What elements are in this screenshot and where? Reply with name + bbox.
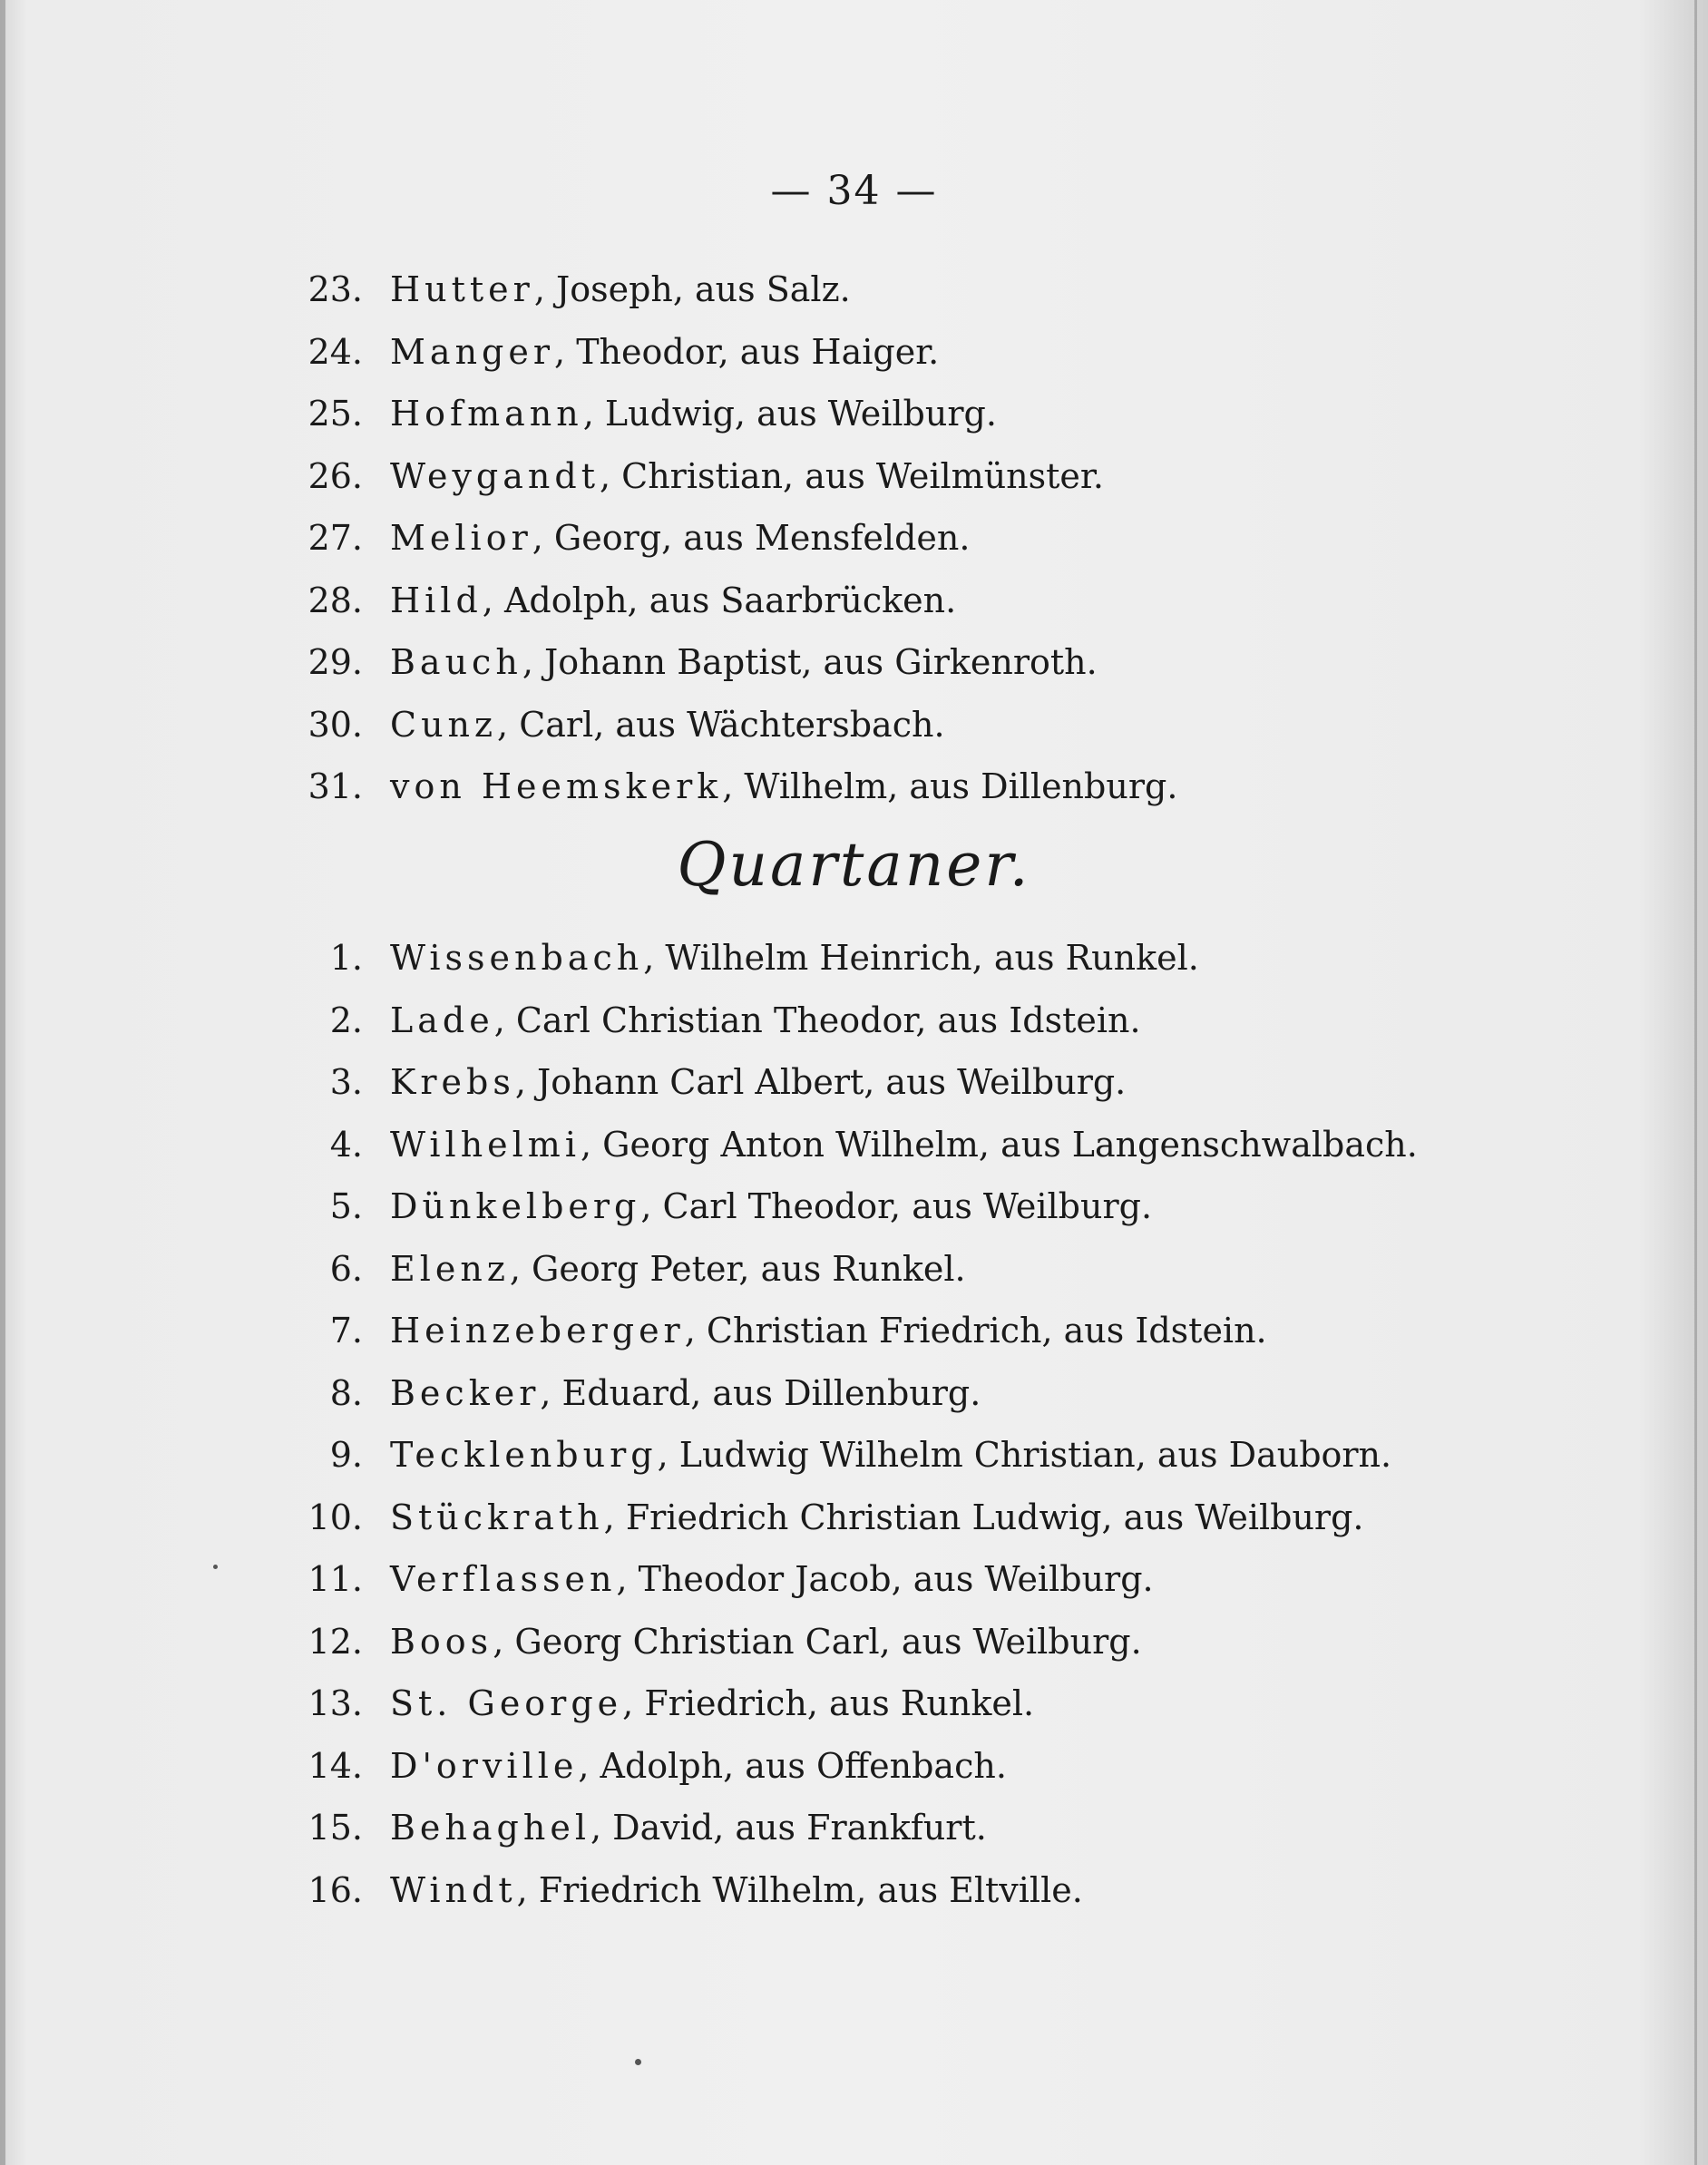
list-item — [0, 1673, 1708, 1735]
entry-text — [390, 1051, 1126, 1114]
list-item — [0, 383, 1708, 445]
entry-surname: Lade — [390, 1000, 494, 1040]
entry-surname: Becker — [390, 1372, 541, 1413]
entry-details: , Theodor Jacob, aus Weilburg. — [616, 1559, 1154, 1599]
entry-number: 1. — [329, 938, 363, 978]
entry-number: 30. — [307, 704, 363, 745]
entry-surname: Stückrath — [390, 1497, 604, 1537]
page-number: — 34 — — [770, 168, 938, 214]
entry-text — [390, 1735, 1007, 1798]
entry-number: 12. — [307, 1621, 363, 1662]
list-item — [0, 321, 1708, 384]
entry-text — [390, 1238, 966, 1301]
entry-details: , Georg, aus Mensfelden. — [532, 518, 971, 558]
entry-number: 27. — [307, 518, 363, 558]
entry-details: , Christian, aus Weilmünster. — [599, 455, 1104, 496]
entry-number: 14. — [307, 1745, 363, 1786]
entry-number: 3. — [329, 1062, 363, 1102]
entry-text — [390, 445, 1104, 508]
list-item — [0, 1238, 1708, 1301]
list-item — [0, 1487, 1708, 1549]
entry-details: , Carl Theodor, aus Weilburg. — [640, 1186, 1153, 1226]
entry-number: 13. — [307, 1683, 363, 1723]
student-list-quartaner — [0, 927, 1708, 1921]
list-item — [0, 1859, 1708, 1922]
ink-speck — [635, 2059, 641, 2065]
entry-number: 11. — [307, 1559, 363, 1599]
list-item — [0, 258, 1708, 321]
list-item — [0, 1114, 1708, 1176]
entry-number: 29. — [307, 642, 363, 682]
entry-surname: Boos — [390, 1621, 493, 1662]
entry-surname: Krebs — [390, 1062, 515, 1102]
entry-surname: Dünkelberg — [390, 1186, 641, 1226]
student-list-continued — [0, 258, 1708, 818]
entry-number: 24. — [307, 331, 363, 372]
entry-details: , Georg Peter, aus Runkel. — [509, 1248, 966, 1289]
entry-text — [390, 1300, 1267, 1362]
entry-text — [390, 507, 970, 570]
list-item — [0, 756, 1708, 818]
entry-surname: Wissenbach — [390, 938, 644, 978]
entry-surname: Bauch — [390, 642, 522, 682]
entry-surname: Manger — [390, 331, 555, 372]
entry-surname: Cunz — [390, 704, 498, 745]
entry-text — [390, 383, 997, 445]
entry-text — [390, 1673, 1034, 1735]
entry-text — [390, 756, 1177, 818]
entry-number: 7. — [329, 1311, 363, 1351]
ink-speck — [213, 1565, 218, 1569]
list-item — [0, 631, 1708, 694]
section-heading-quartaner: Quartaner. — [677, 830, 1031, 900]
entry-number: 26. — [307, 455, 363, 496]
entry-text — [390, 990, 1141, 1052]
entry-number: 31. — [307, 766, 363, 806]
list-item — [0, 1735, 1708, 1798]
entry-surname: Wilhelmi — [390, 1124, 581, 1165]
list-item — [0, 1548, 1708, 1611]
entry-text — [390, 631, 1098, 694]
entry-surname: Behaghel — [390, 1808, 590, 1848]
entry-number: 9. — [329, 1435, 363, 1475]
entry-surname: Hofmann — [390, 394, 583, 434]
list-item — [0, 1611, 1708, 1673]
entry-number: 8. — [329, 1372, 363, 1413]
entry-surname: D'orville — [390, 1745, 579, 1786]
entry-details: , Friedrich, aus Runkel. — [622, 1683, 1035, 1723]
entry-number: 5. — [329, 1186, 363, 1226]
list-item — [0, 1300, 1708, 1362]
entry-text — [390, 927, 1199, 990]
entry-details: , Wilhelm, aus Dillenburg. — [722, 766, 1178, 806]
entry-number: 4. — [329, 1124, 363, 1165]
entry-details: , Carl, aus Wächtersbach. — [497, 704, 945, 745]
entry-text — [390, 570, 956, 632]
entry-details: , Friedrich Wilhelm, aus Eltville. — [516, 1869, 1083, 1910]
entry-number: 2. — [329, 1000, 363, 1040]
entry-surname: Elenz — [390, 1248, 510, 1289]
entry-details: , Ludwig Wilhelm Christian, aus Dauborn. — [657, 1435, 1392, 1475]
list-item — [0, 507, 1708, 570]
list-item — [0, 927, 1708, 990]
entry-details: , Georg Anton Wilhelm, aus Langenschwalbach. — [581, 1124, 1418, 1165]
list-item — [0, 694, 1708, 756]
entry-details: , Wilhelm Heinrich, aus Runkel. — [643, 938, 1199, 978]
entry-details: , David, aus Frankfurt. — [590, 1808, 987, 1848]
entry-details: , Christian Friedrich, aus Idstein. — [684, 1311, 1267, 1351]
entry-text — [390, 1175, 1152, 1238]
list-item — [0, 1424, 1708, 1487]
entry-number: 23. — [307, 269, 363, 309]
entry-text — [390, 1797, 987, 1859]
entry-details: , Joseph, aus Salz. — [533, 269, 851, 309]
entry-text — [390, 1548, 1154, 1611]
entry-details: , Theodor, aus Haiger. — [554, 331, 940, 372]
entry-surname: Hutter — [390, 269, 534, 309]
entry-surname: Weygandt — [390, 455, 600, 496]
list-item — [0, 1051, 1708, 1114]
entry-surname: St. George — [390, 1683, 623, 1723]
entry-details: , Carl Christian Theodor, aus Idstein. — [493, 1000, 1141, 1040]
entry-number: 25. — [307, 394, 363, 434]
list-item — [0, 990, 1708, 1052]
list-item — [0, 1797, 1708, 1859]
entry-text — [390, 258, 851, 321]
entry-text — [390, 1859, 1083, 1922]
list-item — [0, 1362, 1708, 1425]
entry-number: 16. — [307, 1869, 363, 1910]
entry-details: , Ludwig, aus Weilburg. — [582, 394, 997, 434]
entry-surname: Tecklenburg — [390, 1435, 658, 1475]
entry-details: , Adolph, aus Offenbach. — [578, 1745, 1007, 1786]
entry-number: 15. — [307, 1808, 363, 1848]
entry-details: , Johann Baptist, aus Girkenroth. — [522, 642, 1098, 682]
list-item — [0, 445, 1708, 508]
list-item — [0, 570, 1708, 632]
entry-text — [390, 1362, 981, 1425]
entry-text — [390, 321, 939, 384]
entry-number: 10. — [307, 1497, 363, 1537]
entry-details: , Georg Christian Carl, aus Weilburg. — [493, 1621, 1142, 1662]
list-item — [0, 1175, 1708, 1238]
entry-details: , Eduard, aus Dillenburg. — [540, 1372, 981, 1413]
entry-text — [390, 694, 945, 756]
entry-surname: Melior — [390, 518, 532, 558]
entry-text — [390, 1114, 1418, 1176]
entry-details: , Friedrich Christian Ludwig, aus Weilburg. — [603, 1497, 1364, 1537]
entry-details: , Johann Carl Albert, aus Weilburg. — [514, 1062, 1127, 1102]
entry-surname: Heinzeberger — [390, 1311, 685, 1351]
entry-text — [390, 1424, 1391, 1487]
entry-text — [390, 1611, 1142, 1673]
entry-surname: Windt — [390, 1869, 517, 1910]
entry-number: 6. — [329, 1248, 363, 1289]
entry-number: 28. — [307, 580, 363, 620]
entry-details: , Adolph, aus Saarbrücken. — [482, 580, 957, 620]
entry-surname: Hild — [390, 580, 483, 620]
entry-text — [390, 1487, 1364, 1549]
entry-surname: Verflassen — [390, 1559, 617, 1599]
entry-surname: von Heemskerk — [390, 766, 723, 806]
